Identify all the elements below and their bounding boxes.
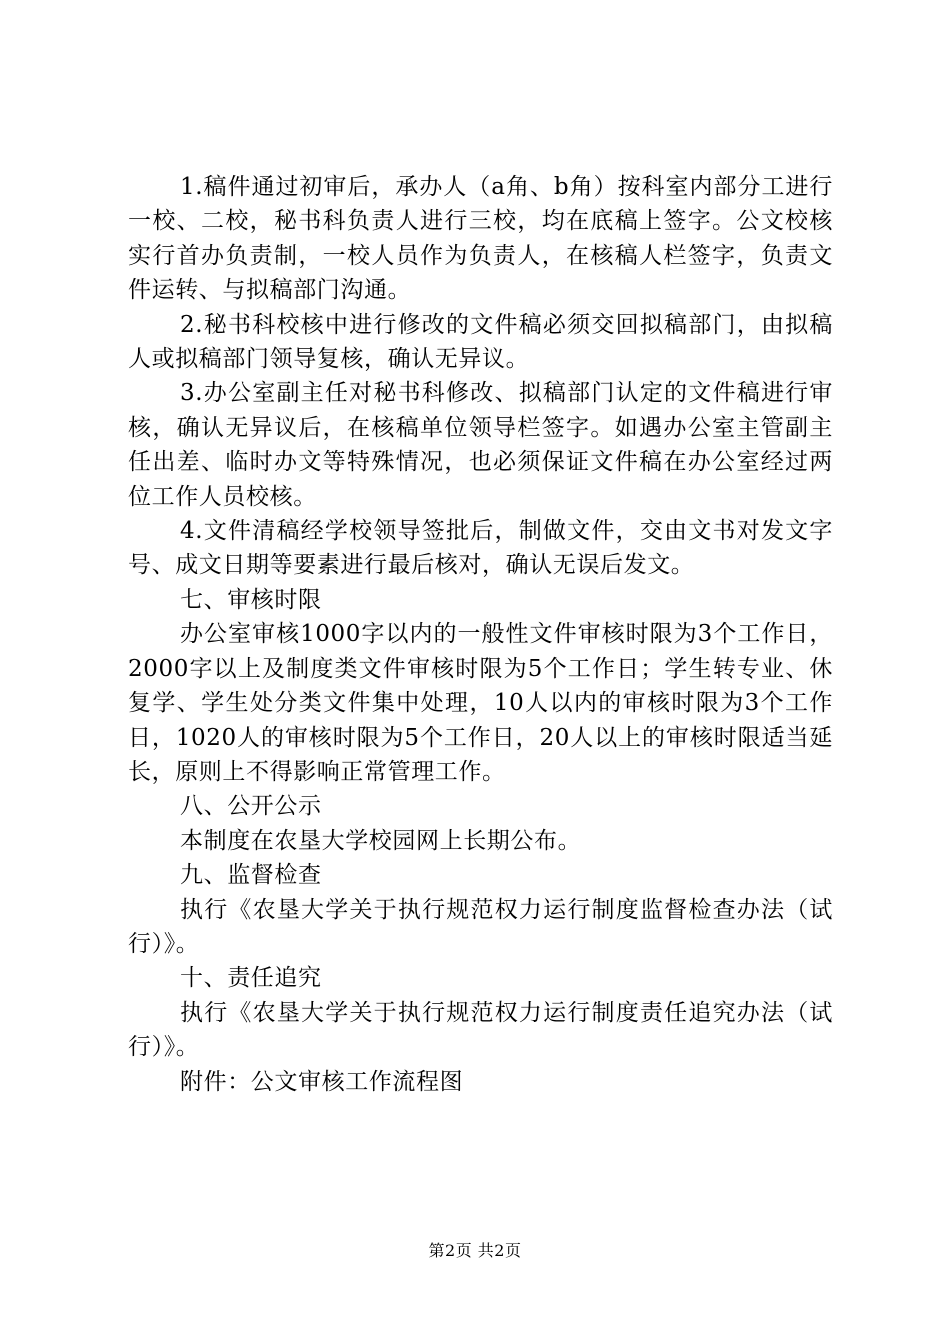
paragraph-time-limit-rules: 办公室审核1000字以内的一般性文件审核时限为3个工作日，2000字以上及制度类文件审核时限为5个工作日；学生转专业、休复学、学生处分类文件集中处理，10人以内的审核时限为3个工作日，1020人的审核时限为5个工作日，20人以上的审核时限适当延长，原则上不得影响正常管理工作。 xyxy=(128,621,833,785)
paragraph-revision-return: 2.秘书科校核中进行修改的文件稿必须交回拟稿部门，由拟稿人或拟稿部门领导复核，确认无异议。 xyxy=(128,311,833,373)
paragraph-attachment: 附件：公文审核工作流程图 xyxy=(180,1068,464,1095)
paragraph-deputy-review: 3.办公室副主任对秘书科修改、拟稿部门认定的文件稿进行审核，确认无异议后，在核稿单位领导栏签字。如遇办公室主管副主任出差、临时办文等特殊情况，也必须保证文件稿在办公室经过两位工作人员校核。 xyxy=(128,380,833,510)
paragraph-supervision: 执行《农垦大学关于执行规范权力运行制度监督检查办法（试行）》。 xyxy=(128,896,833,957)
section-heading-supervision: 九、监督检查 xyxy=(180,862,322,889)
section-heading-accountability: 十、责任追究 xyxy=(180,965,322,992)
paragraph-public-disclosure: 本制度在农垦大学校园网上长期公布。 xyxy=(180,827,582,854)
paragraph-accountability: 执行《农垦大学关于执行规范权力运行制度责任追究办法（试行）》。 xyxy=(128,999,833,1061)
document-body xyxy=(128,170,833,1099)
section-heading-public-disclosure: 八、公开公示 xyxy=(180,793,322,820)
page-number-footer: 第2页 共2页 xyxy=(428,1241,522,1260)
paragraph-proofread-steps: 1.稿件通过初审后，承办人（a角、b角）按科室内部分工进行一校、二校，秘书科负责人进行三校，均在底稿上签字。公文校核实行首办负责制，一校人员作为负责人，在核稿人栏签字，负责文件运转、与拟稿部门沟通。 xyxy=(128,174,833,304)
section-heading-review-time-limit: 七、审核时限 xyxy=(180,586,322,613)
paragraph-final-check: 4.文件清稿经学校领导签批后，制做文件，交由文书对发文字号、成文日期等要素进行最后核对，确认无误后发文。 xyxy=(128,518,833,579)
